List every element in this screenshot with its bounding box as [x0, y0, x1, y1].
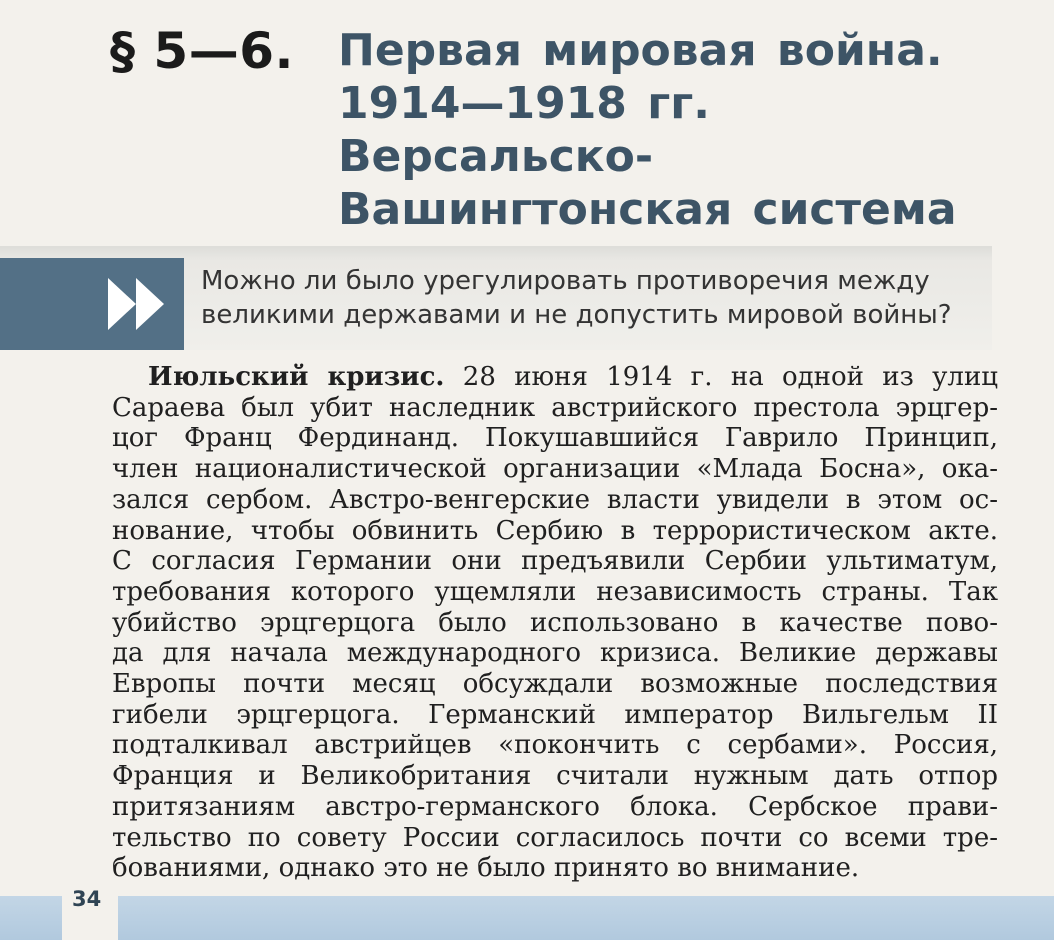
paragraph-line [112, 362, 998, 393]
chapter-title-line: Версальско- [338, 131, 654, 182]
paragraph-line: да для начала международного кризиса. Великие державы [112, 638, 998, 669]
paragraph-line: Европы почти месяц обсуждали возможные последствия [112, 669, 998, 700]
paragraph-line: притязаниям австро-германского блока. Сербское прави- [112, 791, 998, 822]
chapter-title-line: Вашингтонская система [338, 184, 957, 235]
paragraph-line: убийство эрцгерцога было использовано в качестве пово- [112, 607, 998, 638]
paragraph-heading: Июльский кризис. [148, 362, 445, 392]
paragraph-line: С согласия Германии они предъявили Сербии ультиматум, [112, 546, 998, 577]
paragraph-line: член националистической организации «Млада Босна», ока- [112, 454, 998, 485]
key-question-line: Можно ли было урегулировать противоречия между [201, 266, 930, 296]
body-paragraph [112, 362, 998, 884]
chapter-title-line: Первая мировая война. [338, 25, 943, 76]
question-icon-block [0, 258, 184, 350]
key-question [201, 264, 952, 332]
paragraph-line-text: 28 июня 1914 г. на одной из улиц [444, 362, 998, 392]
page-number: 34 [72, 887, 102, 911]
paragraph-line: тельство по совету России согласилось почти со всеми тре- [112, 822, 998, 853]
paragraph-line: зался сербом. Австро-венгерские власти увидели в этом ос- [112, 484, 998, 515]
paragraph-line: Сараева был убит наследник австрийского престола эрцгер- [112, 392, 998, 423]
paragraph-line: гибели эрцгерцога. Германский император Вильгельм II [112, 699, 998, 730]
paragraph-line: Франция и Великобритания считали нужным дать отпор [112, 761, 998, 792]
key-question-line: великими державами и не допустить мировой войны? [201, 300, 952, 330]
paragraph-line: нование, чтобы обвинить Сербию в террористическом акте. [112, 515, 998, 546]
footer-band [0, 896, 1054, 940]
double-arrow-right-icon [106, 274, 166, 334]
chapter-title [338, 24, 957, 236]
paragraph-line: требования которого ущемляли независимость страны. Так [112, 576, 998, 607]
section-number: § 5—6. [110, 22, 294, 80]
paragraph-line: цог Франц Фердинанд. Покушавшийся Гаврило Принцип, [112, 423, 998, 454]
paragraph-line: бованиями, однако это не было принято во внимание. [112, 853, 860, 884]
paragraph-line: подталкивал австрийцев «покончить с сербами». Россия, [112, 730, 998, 761]
chapter-title-line: 1914—1918 гг. [338, 78, 710, 129]
